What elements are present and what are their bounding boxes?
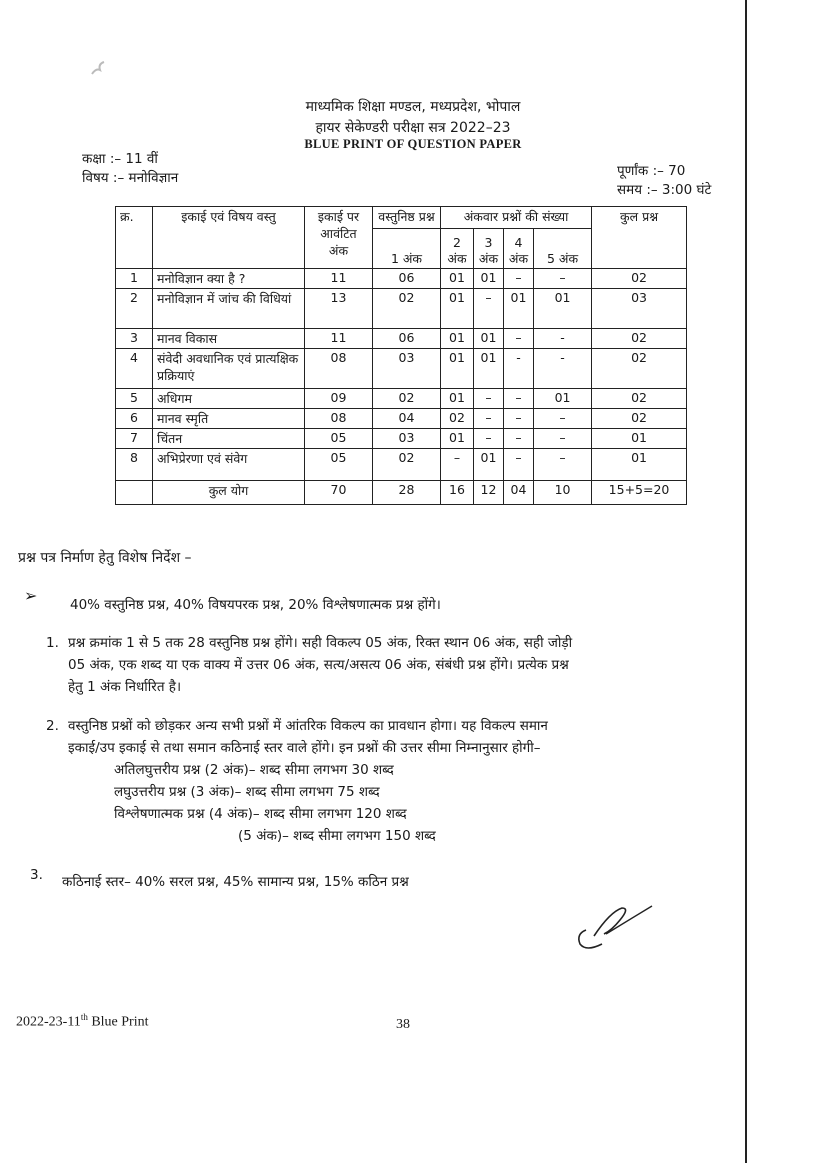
header-markwise: अंकवार प्रश्नों की संख्या bbox=[441, 207, 592, 229]
table-row bbox=[116, 269, 687, 289]
cell-unit: अभिप्रेरणा एवं संवेग bbox=[153, 449, 305, 481]
item2-sub2: लघुउत्तरीय प्रश्न (3 अंक)– शब्द सीमा लगभग 75 शब्द bbox=[114, 784, 380, 800]
cell-alloc: 11 bbox=[305, 269, 373, 289]
cell-sn: 5 bbox=[116, 389, 153, 409]
header-unit: इकाई एवं विषय वस्तु bbox=[153, 207, 305, 269]
header-3-marks: 3 अंक bbox=[474, 229, 504, 269]
item3-line1: कठिनाई स्तर– 40% सरल प्रश्न, 45% सामान्य प्रश्न, 15% कठिन प्रश्न bbox=[62, 874, 409, 890]
table-row bbox=[116, 429, 687, 449]
header-objective: वस्तुनिष्ठ प्रश्न bbox=[373, 207, 441, 229]
cell-3-marks: 01 bbox=[474, 329, 504, 349]
cell-4-marks: - bbox=[504, 349, 534, 389]
time-label: समय :– 3:00 घंटे bbox=[617, 182, 712, 198]
cell-total-5-marks: 10 bbox=[534, 481, 592, 505]
cell-5-marks: - bbox=[534, 349, 592, 389]
item1-line2: 05 अंक, एक शब्द या एक वाक्य में उत्तर 06 अंक, सत्य/असत्य 06 अंक, संबंधी प्रश्न होंगे। प्रत्येक प्रश्न bbox=[68, 657, 569, 673]
header-objective-marks: 1 अंक bbox=[373, 229, 441, 269]
cell-5-marks: – bbox=[534, 429, 592, 449]
cell-5-marks: – bbox=[534, 409, 592, 429]
cell-sn: 8 bbox=[116, 449, 153, 481]
cell-sn: 1 bbox=[116, 269, 153, 289]
table-row bbox=[116, 449, 687, 481]
cell-2-marks: 01 bbox=[441, 349, 474, 389]
cell-5-marks: – bbox=[534, 449, 592, 481]
cell-sn: 7 bbox=[116, 429, 153, 449]
cell-alloc: 13 bbox=[305, 289, 373, 329]
header-total: कुल प्रश्न bbox=[592, 207, 687, 269]
cell-total-blank bbox=[116, 481, 153, 505]
cell-2-marks: 01 bbox=[441, 329, 474, 349]
cell-sn: 4 bbox=[116, 349, 153, 389]
instructions-title: प्रश्न पत्र निर्माण हेतु विशेष निर्देश – bbox=[18, 550, 192, 566]
cell-unit: अधिगम bbox=[153, 389, 305, 409]
cell-objective: 02 bbox=[373, 289, 441, 329]
table-total-row bbox=[116, 481, 687, 505]
cell-3-marks: 01 bbox=[474, 269, 504, 289]
cell-total: 02 bbox=[592, 349, 687, 389]
cell-total-questions: 15+5=20 bbox=[592, 481, 687, 505]
header-alloc: इकाई पर आवंटित अंक bbox=[305, 207, 373, 269]
header-4-marks: 4 अंक bbox=[504, 229, 534, 269]
header-5-marks: 5 अंक bbox=[534, 229, 592, 269]
cell-3-marks: – bbox=[474, 389, 504, 409]
cell-alloc: 08 bbox=[305, 349, 373, 389]
cell-2-marks: 02 bbox=[441, 409, 474, 429]
header-2-marks: 2 अंक bbox=[441, 229, 474, 269]
page-edge-line bbox=[745, 0, 747, 1163]
table-row bbox=[116, 329, 687, 349]
cell-2-marks: 01 bbox=[441, 429, 474, 449]
cell-total-label: कुल योग bbox=[153, 481, 305, 505]
cell-3-marks: 01 bbox=[474, 449, 504, 481]
exam-session: हायर सेकेण्डरी परीक्षा सत्र 2022–23 bbox=[315, 120, 511, 136]
item2-number: 2. bbox=[46, 718, 59, 734]
table-row bbox=[116, 409, 687, 429]
board-name: माध्यमिक शिक्षा मण्डल, मध्यप्रदेश, भोपाल bbox=[305, 99, 521, 115]
cell-4-marks: – bbox=[504, 409, 534, 429]
footer-doc-label: 2022-23-11th Blue Print bbox=[16, 1012, 149, 1030]
subject-label: विषय :– मनोविज्ञान bbox=[82, 170, 179, 186]
cell-4-marks: – bbox=[504, 269, 534, 289]
cell-total: 02 bbox=[592, 409, 687, 429]
item2-sub3: विश्लेषणात्मक प्रश्न (4 अंक)– शब्द सीमा लगभग 120 शब्द bbox=[114, 806, 407, 822]
cell-objective: 06 bbox=[373, 329, 441, 349]
cell-total: 01 bbox=[592, 429, 687, 449]
cell-4-marks: – bbox=[504, 389, 534, 409]
item2-sub4: (5 अंक)– शब्द सीमा लगभग 150 शब्द bbox=[238, 828, 436, 844]
cell-2-marks: 01 bbox=[441, 269, 474, 289]
cell-4-marks: – bbox=[504, 329, 534, 349]
cell-total: 01 bbox=[592, 449, 687, 481]
class-label: कक्षा :– 11 वीं bbox=[82, 151, 158, 167]
cell-alloc: 05 bbox=[305, 449, 373, 481]
cell-3-marks: – bbox=[474, 289, 504, 329]
cell-2-marks: – bbox=[441, 449, 474, 481]
cell-unit: मानव विकास bbox=[153, 329, 305, 349]
cell-objective: 06 bbox=[373, 269, 441, 289]
table-row bbox=[116, 349, 687, 389]
cell-total-3-marks: 12 bbox=[474, 481, 504, 505]
cell-5-marks: – bbox=[534, 269, 592, 289]
cell-total: 02 bbox=[592, 329, 687, 349]
cell-unit: मनोविज्ञान में जांच की विधियां bbox=[153, 289, 305, 329]
signature bbox=[570, 900, 660, 960]
cell-2-marks: 01 bbox=[441, 289, 474, 329]
ink-smudge bbox=[88, 58, 110, 80]
item3-number: 3. bbox=[30, 867, 43, 883]
cell-4-marks: – bbox=[504, 429, 534, 449]
arrow-bullet-icon: ➢ bbox=[24, 586, 38, 605]
cell-total: 02 bbox=[592, 269, 687, 289]
item2-line1: वस्तुनिष्ठ प्रश्नों को छोड़कर अन्य सभी प्रश्नों में आंतरिक विकल्प का प्रावधान होगा। यह विकल्प समान bbox=[68, 718, 548, 734]
cell-total-alloc: 70 bbox=[305, 481, 373, 505]
document-title: BLUE PRINT OF QUESTION PAPER bbox=[304, 137, 522, 151]
cell-objective: 03 bbox=[373, 349, 441, 389]
instruction-bullet: 40% वस्तुनिष्ठ प्रश्न, 40% विषयपरक प्रश्न, 20% विश्लेषणात्मक प्रश्न होंगे। bbox=[70, 597, 441, 613]
item2-sub1: अतिलघुत्तरीय प्रश्न (2 अंक)– शब्द सीमा लगभग 30 शब्द bbox=[114, 762, 394, 778]
cell-total-4-marks: 04 bbox=[504, 481, 534, 505]
cell-alloc: 11 bbox=[305, 329, 373, 349]
cell-sn: 6 bbox=[116, 409, 153, 429]
cell-sn: 3 bbox=[116, 329, 153, 349]
header-sn: क्र. bbox=[116, 207, 153, 269]
cell-unit: मानव स्मृति bbox=[153, 409, 305, 429]
item1-line3: हेतु 1 अंक निर्धारित है। bbox=[68, 679, 182, 695]
blueprint-table bbox=[115, 206, 687, 505]
cell-2-marks: 01 bbox=[441, 389, 474, 409]
cell-sn: 2 bbox=[116, 289, 153, 329]
table-row bbox=[116, 389, 687, 409]
cell-3-marks: – bbox=[474, 429, 504, 449]
cell-unit: मनोविज्ञान क्या है ? bbox=[153, 269, 305, 289]
cell-total-objective: 28 bbox=[373, 481, 441, 505]
cell-total: 03 bbox=[592, 289, 687, 329]
cell-5-marks: - bbox=[534, 329, 592, 349]
cell-alloc: 08 bbox=[305, 409, 373, 429]
item2-line2: इकाई/उप इकाई से तथा समान कठिनाई स्तर वाले होंगे। इन प्रश्नों की उत्तर सीमा निम्नानुसार होगी– bbox=[68, 740, 541, 756]
cell-3-marks: 01 bbox=[474, 349, 504, 389]
cell-unit: संवेदी अवधानिक एवं प्रात्यक्षिक प्रक्रियाएं bbox=[153, 349, 305, 389]
item1-number: 1. bbox=[46, 635, 59, 651]
cell-4-marks: 01 bbox=[504, 289, 534, 329]
max-marks-label: पूर्णांक :– 70 bbox=[617, 163, 686, 179]
cell-alloc: 09 bbox=[305, 389, 373, 409]
cell-total: 02 bbox=[592, 389, 687, 409]
cell-objective: 04 bbox=[373, 409, 441, 429]
cell-objective: 02 bbox=[373, 449, 441, 481]
item1-line1: प्रश्न क्रमांक 1 से 5 तक 28 वस्तुनिष्ठ प्रश्न होंगे। सही विकल्प 05 अंक, रिक्त स्थान 06 अंक, सही जोड़ी bbox=[68, 635, 573, 651]
table-row bbox=[116, 289, 687, 329]
cell-3-marks: – bbox=[474, 409, 504, 429]
page-number: 38 bbox=[396, 1017, 410, 1032]
cell-5-marks: 01 bbox=[534, 289, 592, 329]
cell-alloc: 05 bbox=[305, 429, 373, 449]
cell-total-2-marks: 16 bbox=[441, 481, 474, 505]
cell-objective: 03 bbox=[373, 429, 441, 449]
cell-5-marks: 01 bbox=[534, 389, 592, 409]
cell-objective: 02 bbox=[373, 389, 441, 409]
cell-unit: चिंतन bbox=[153, 429, 305, 449]
cell-4-marks: – bbox=[504, 449, 534, 481]
